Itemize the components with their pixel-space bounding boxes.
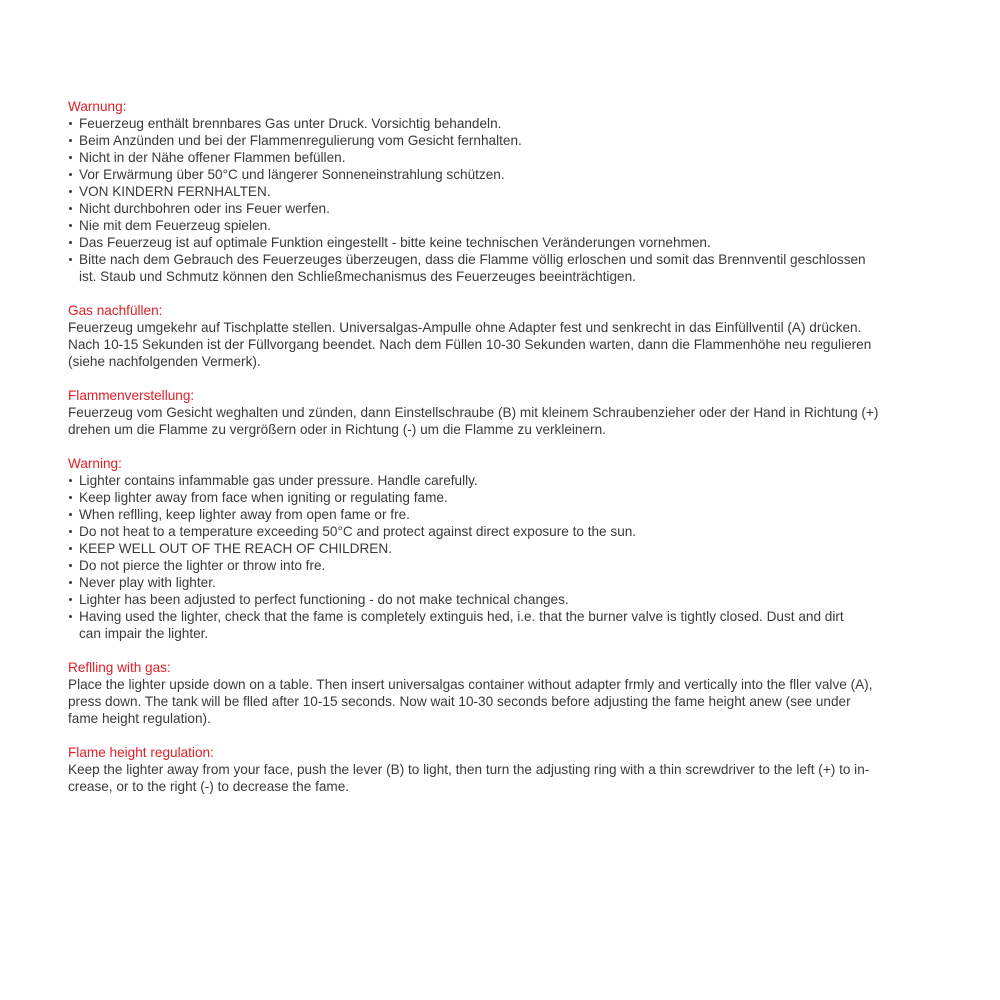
paragraph-line: crease, or to the right (-) to decrease the fame. xyxy=(68,779,350,794)
bullet-marker xyxy=(69,598,72,601)
bullet-marker xyxy=(69,258,72,261)
paragraph-line: press down. The tank will be flled after 10-15 seconds. Now wait 10-30 seconds before adjusting the fame height anew (see under xyxy=(68,694,851,709)
bullet-text: Das Feuerzeug ist auf optimale Funktion eingestellt - bitte keine technischen Veränderungen vornehmen. xyxy=(79,235,711,250)
warning-list-de xyxy=(68,115,983,285)
bullet-marker xyxy=(69,173,72,176)
bullet-marker xyxy=(69,139,72,142)
section-heading: Warnung: xyxy=(68,99,127,114)
bullet-item xyxy=(68,251,983,285)
section-refilling-with-gas xyxy=(68,659,983,727)
bullet-item xyxy=(68,608,983,642)
bullet-marker xyxy=(69,564,72,567)
bullet-item xyxy=(68,472,983,489)
paragraph-line: fame height regulation). xyxy=(68,711,211,726)
bullet-marker xyxy=(69,547,72,550)
bullet-marker xyxy=(69,496,72,499)
bullet-text: Nie mit dem Feuerzeug spielen. xyxy=(79,218,271,233)
bullet-marker xyxy=(69,207,72,210)
section-flame-height-regulation xyxy=(68,744,983,795)
bullet-text: Nicht in der Nähe offener Flammen befüllen. xyxy=(79,150,346,165)
bullet-text: Do not heat to a temperature exceeding 50°C and protect against direct exposure to the sun. xyxy=(79,524,637,539)
section-gas-nachfuellen xyxy=(68,302,983,370)
section-heading: Gas nachfüllen: xyxy=(68,303,163,318)
bullet-marker xyxy=(69,156,72,159)
section-heading: Reflling with gas: xyxy=(68,660,171,675)
bullet-item xyxy=(68,234,983,251)
section-heading: Warning: xyxy=(68,456,122,471)
paragraph-line: Nach 10-15 Sekunden ist der Füllvorgang beendet. Nach dem Füllen 10-30 Sekunden warten, dann die Flammenhöhe neu regulieren xyxy=(68,337,872,352)
bullet-item xyxy=(68,557,983,574)
bullet-item xyxy=(68,574,983,591)
bullet-item xyxy=(68,540,983,557)
paragraph-line: Feuerzeug umgekehr auf Tischplatte stellen. Universalgas-Ampulle ohne Adapter fest und senkrecht in das Einfüllventil (A) drücken. xyxy=(68,320,862,335)
bullet-marker xyxy=(69,122,72,125)
bullet-text: VON KINDERN FERNHALTEN. xyxy=(79,184,271,199)
bullet-item xyxy=(68,523,983,540)
bullet-item xyxy=(68,183,983,200)
bullet-item xyxy=(68,217,983,234)
paragraph-line: drehen um die Flamme zu vergrößern oder in Richtung (-) um die Flamme zu verkleinern. xyxy=(68,422,606,437)
bullet-item xyxy=(68,200,983,217)
bullet-text: Keep lighter away from face when igniting or regulating fame. xyxy=(79,490,448,505)
bullet-item xyxy=(68,489,983,506)
paragraph-line: Feuerzeug vom Gesicht weghalten und zünden, dann Einstellschraube (B) mit kleinem Schraubenzieher oder der Hand in Richtung (+) xyxy=(68,405,879,420)
bullet-marker xyxy=(69,479,72,482)
bullet-text: Bitte nach dem Gebrauch des Feuerzeuges überzeugen, dass die Flamme völlig erloschen und somit das Brennventil geschlossen xyxy=(79,252,866,267)
section-heading: Flame height regulation: xyxy=(68,745,214,760)
bullet-marker xyxy=(69,615,72,618)
bullet-item xyxy=(68,591,983,608)
bullet-text: Having used the lighter, check that the fame is completely extinguis hed, i.e. that the burner valve is tightly closed. Dust and dirt xyxy=(79,609,844,624)
bullet-item xyxy=(68,132,983,149)
bullet-text: Never play with lighter. xyxy=(79,575,216,590)
bullet-item xyxy=(68,115,983,132)
bullet-text: Vor Erwärmung über 50°C und längerer Sonneneinstrahlung schützen. xyxy=(79,167,505,182)
bullet-marker xyxy=(69,530,72,533)
bullet-marker xyxy=(69,513,72,516)
bullet-text: Lighter contains infammable gas under pressure. Handle carefully. xyxy=(79,473,478,488)
bullet-text-continuation: can impair the lighter. xyxy=(79,626,209,641)
bullet-text: Nicht durchbohren oder ins Feuer werfen. xyxy=(79,201,330,216)
bullet-text: When reflling, keep lighter away from open fame or fre. xyxy=(79,507,410,522)
bullet-marker xyxy=(69,581,72,584)
paragraph-line: Place the lighter upside down on a table. Then insert universalgas container without adapter frmly and vertically into the fller valve (A), xyxy=(68,677,873,692)
bullet-item xyxy=(68,149,983,166)
paragraph-line: Keep the lighter away from your face, push the lever (B) to light, then turn the adjusting ring with a thin screwdriver to the left (+) to in- xyxy=(68,762,870,777)
bullet-text: Feuerzeug enthält brennbares Gas unter Druck. Vorsichtig behandeln. xyxy=(79,116,502,131)
warning-list-en xyxy=(68,472,983,642)
section-warnung-de xyxy=(68,98,983,285)
paragraph-line: (siehe nachfolgenden Vermerk). xyxy=(68,354,261,369)
bullet-text: KEEP WELL OUT OF THE REACH OF CHILDREN. xyxy=(79,541,392,556)
bullet-marker xyxy=(69,224,72,227)
bullet-text: Beim Anzünden und bei der Flammenregulierung vom Gesicht fernhalten. xyxy=(79,133,522,148)
section-flammenverstellung xyxy=(68,387,983,438)
bullet-text: Do not pierce the lighter or throw into fre. xyxy=(79,558,326,573)
bullet-marker xyxy=(69,190,72,193)
bullet-item xyxy=(68,166,983,183)
bullet-item xyxy=(68,506,983,523)
bullet-marker xyxy=(69,241,72,244)
instruction-document xyxy=(68,98,983,812)
section-warning-en xyxy=(68,455,983,642)
bullet-text-continuation: ist. Staub und Schmutz können den Schließmechanismus des Feuerzeuges beeinträchtigen. xyxy=(79,269,636,284)
section-heading: Flammenverstellung: xyxy=(68,388,195,403)
bullet-text: Lighter has been adjusted to perfect functioning - do not make technical changes. xyxy=(79,592,569,607)
